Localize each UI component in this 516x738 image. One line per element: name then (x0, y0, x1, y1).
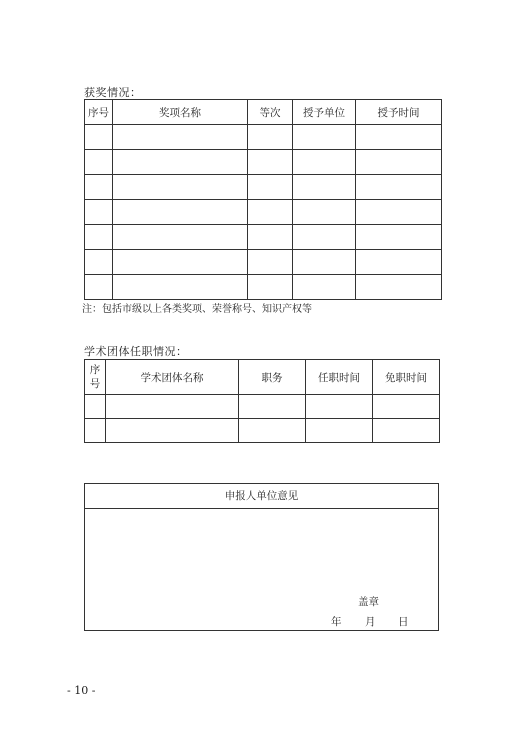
table-row (85, 200, 442, 225)
awards-table (84, 99, 442, 300)
table-row (85, 175, 442, 200)
month-label: 月 (365, 616, 376, 628)
table-row (85, 419, 440, 443)
academic-header-index: 序号 (85, 360, 106, 395)
table-row (85, 150, 442, 175)
awards-header-row (85, 100, 442, 125)
academic-section-title: 学术团体任职情况： (84, 345, 188, 358)
academic-table (84, 359, 440, 443)
academic-header-start: 任职时间 (306, 360, 373, 395)
academic-header-name: 学术团体名称 (106, 360, 239, 395)
table-row (85, 225, 442, 250)
day-label: 日 (398, 616, 409, 628)
awards-note: 注：包括市级以上各类奖项、荣誉称号、知识产权等 (82, 304, 312, 315)
table-row (85, 275, 442, 300)
academic-header-position: 职务 (239, 360, 306, 395)
table-row (85, 395, 440, 419)
unit-opinion-title: 申报人单位意见 (85, 484, 438, 509)
academic-header-end: 免职时间 (373, 360, 440, 395)
table-row (85, 125, 442, 150)
year-label: 年 (331, 616, 342, 628)
table-row (85, 250, 442, 275)
academic-header-row (85, 360, 440, 395)
awards-header-grade: 等次 (248, 100, 293, 125)
page-number: - 10 - (67, 684, 96, 697)
awards-header-date: 授予时间 (356, 100, 442, 125)
unit-opinion-box (84, 483, 439, 631)
awards-header-issuer: 授予单位 (293, 100, 356, 125)
seal-label: 盖章 (358, 596, 379, 608)
awards-section-title: 获奖情况： (84, 86, 142, 99)
awards-header-name: 奖项名称 (113, 100, 248, 125)
awards-header-index: 序号 (85, 100, 113, 125)
